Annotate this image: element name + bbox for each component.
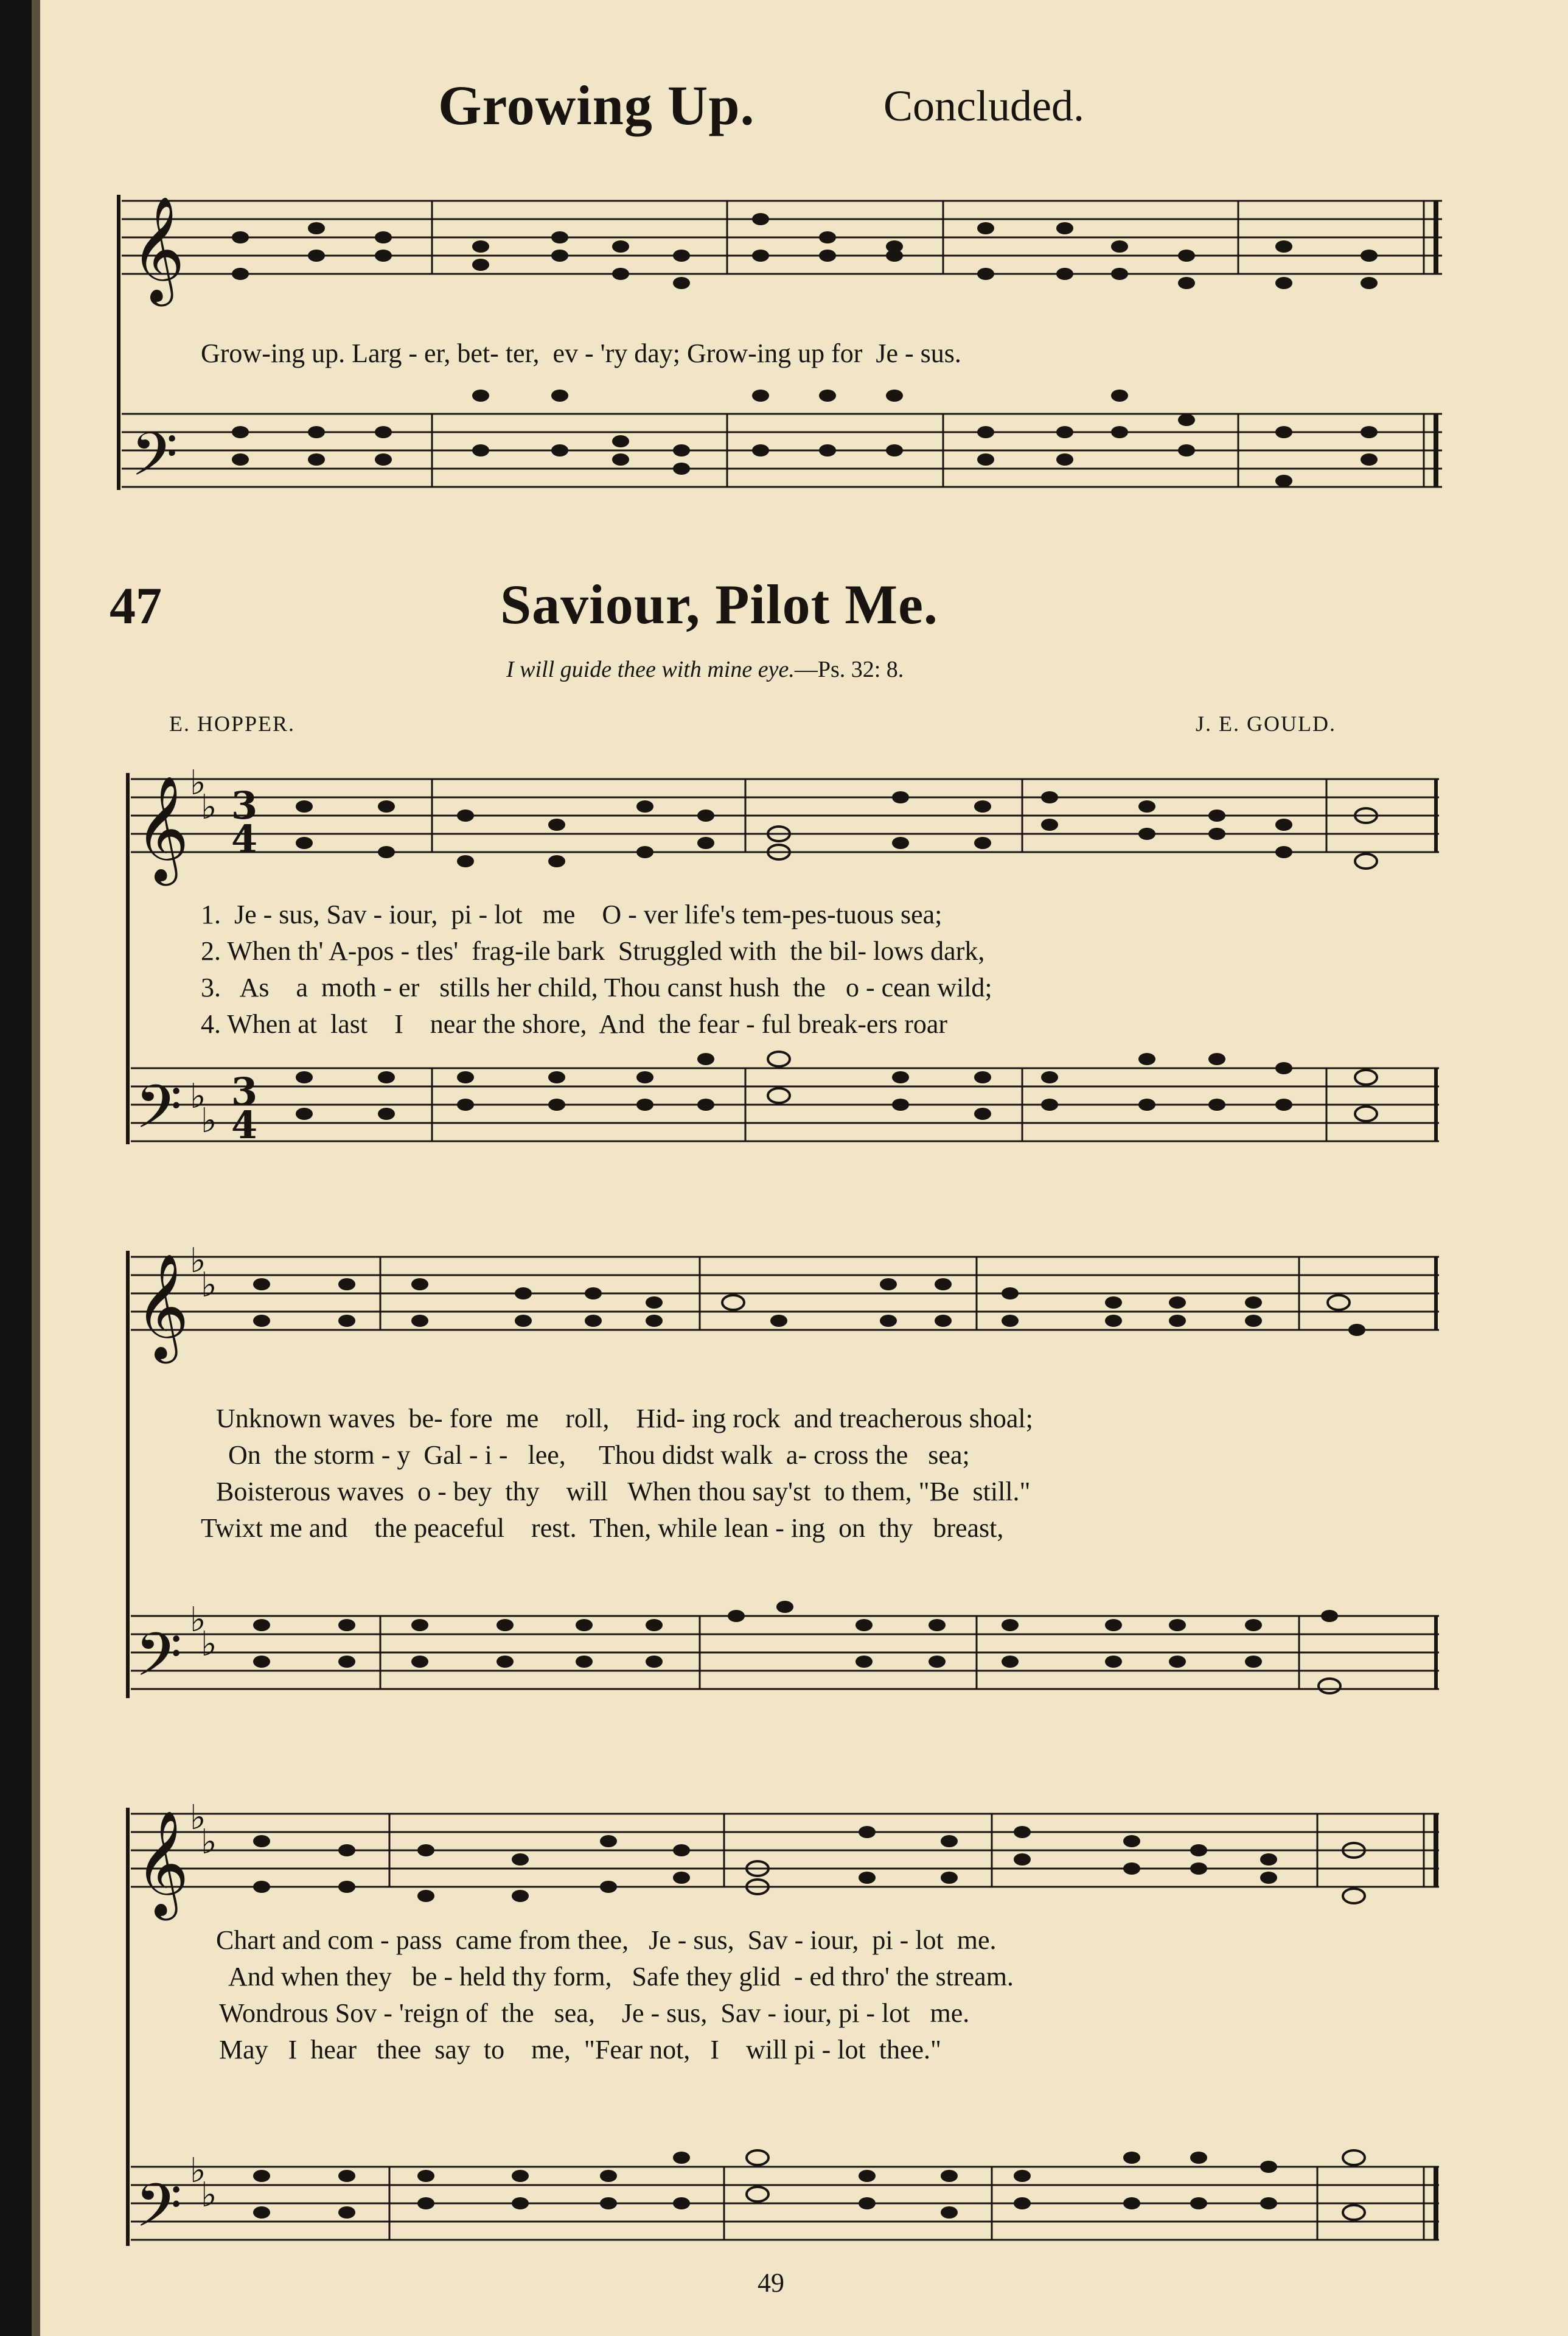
song1-lyrics: Grow-ing up. Larg - er, bet- ter, ev - 'ry day; Grow-ing up for Je - sus. xyxy=(201,338,961,368)
svg-text:3: 3 xyxy=(231,783,258,828)
verse-line-2: 2. When th' A-pos - tles' frag-ile bark Struggled with the bil- lows dark, xyxy=(201,936,985,966)
svg-text:♭: ♭ xyxy=(201,2175,217,2215)
svg-text:𝄞: 𝄞 xyxy=(135,1810,189,1916)
svg-text:♭: ♭ xyxy=(190,2151,206,2191)
svg-text:♭: ♭ xyxy=(190,763,206,803)
page-number: 49 xyxy=(758,2268,784,2298)
svg-text:♭: ♭ xyxy=(190,1077,206,1116)
svg-text:𝄞: 𝄞 xyxy=(135,775,189,881)
song-title: Growing Up. xyxy=(438,74,755,136)
svg-text:3: 3 xyxy=(231,1069,258,1114)
svg-text:4: 4 xyxy=(231,817,258,861)
svg-text:𝄢: 𝄢 xyxy=(131,420,178,505)
svg-text:♭: ♭ xyxy=(190,1241,206,1281)
svg-text:♭: ♭ xyxy=(201,1624,217,1664)
composer-credit: J. E. GOULD. xyxy=(1196,712,1336,736)
svg-text:♭: ♭ xyxy=(201,1822,217,1862)
svg-text:𝄢: 𝄢 xyxy=(135,2171,183,2256)
song-subtitle: Concluded. xyxy=(883,82,1084,130)
verse-line-3: Boisterous waves o - bey thy will When thou say'st to them, "Be still." xyxy=(216,1477,1031,1506)
verse-line-4: 4. When at last I near the shore, And the fear - ful break-ers roar xyxy=(201,1009,948,1039)
svg-text:♭: ♭ xyxy=(190,1600,206,1640)
scripture-citation: —Ps. 32: 8. xyxy=(794,657,904,682)
svg-text:♭: ♭ xyxy=(201,1265,217,1305)
verse-line-4: Twixt me and the peaceful rest. Then, while lean - ing on thy breast, xyxy=(201,1513,1004,1543)
song-title: Saviour, Pilot Me. xyxy=(500,573,938,635)
verse-line-3: 3. As a moth - er stills her child, Thou canst hush the o - cean wild; xyxy=(201,973,992,1002)
lyricist-credit: E. HOPPER. xyxy=(169,712,296,736)
verse-line-1: 1. Je - sus, Sav - iour, pi - lot me O - ver life's tem-pes-tuous sea; xyxy=(201,900,943,929)
svg-text:♭: ♭ xyxy=(190,1798,206,1838)
svg-text:♭: ♭ xyxy=(201,1101,217,1141)
svg-text:𝄢: 𝄢 xyxy=(135,1620,183,1705)
svg-text:𝄢: 𝄢 xyxy=(135,1072,183,1157)
verse-line-1: Chart and com - pass came from thee, Je - sus, Sav - iour, pi - lot me. xyxy=(216,1925,997,1955)
svg-text:4: 4 xyxy=(231,1103,258,1147)
verse-line-2: On the storm - y Gal - i - lee, Thou didst walk a- cross the sea; xyxy=(228,1440,970,1470)
verse-line-2: And when they be - held thy form, Safe they glid - ed thro' the stream. xyxy=(228,1962,1014,1992)
hymn-number: 47 xyxy=(110,576,162,635)
verse-line-4: May I hear thee say to me, "Fear not, I will pi - lot thee." xyxy=(219,2035,941,2065)
svg-text:𝄞: 𝄞 xyxy=(131,196,185,302)
svg-text:♭: ♭ xyxy=(201,788,217,827)
verse-line-3: Wondrous Sov - 'reign of the sea, Je - sus, Sav - iour, pi - lot me. xyxy=(219,1998,970,2028)
scripture-text: I will guide thee with mine eye. xyxy=(506,657,795,682)
verse-line-1: Unknown waves be- fore me roll, Hid- ing rock and treacherous shoal; xyxy=(216,1404,1033,1433)
svg-text:𝄞: 𝄞 xyxy=(135,1253,189,1359)
